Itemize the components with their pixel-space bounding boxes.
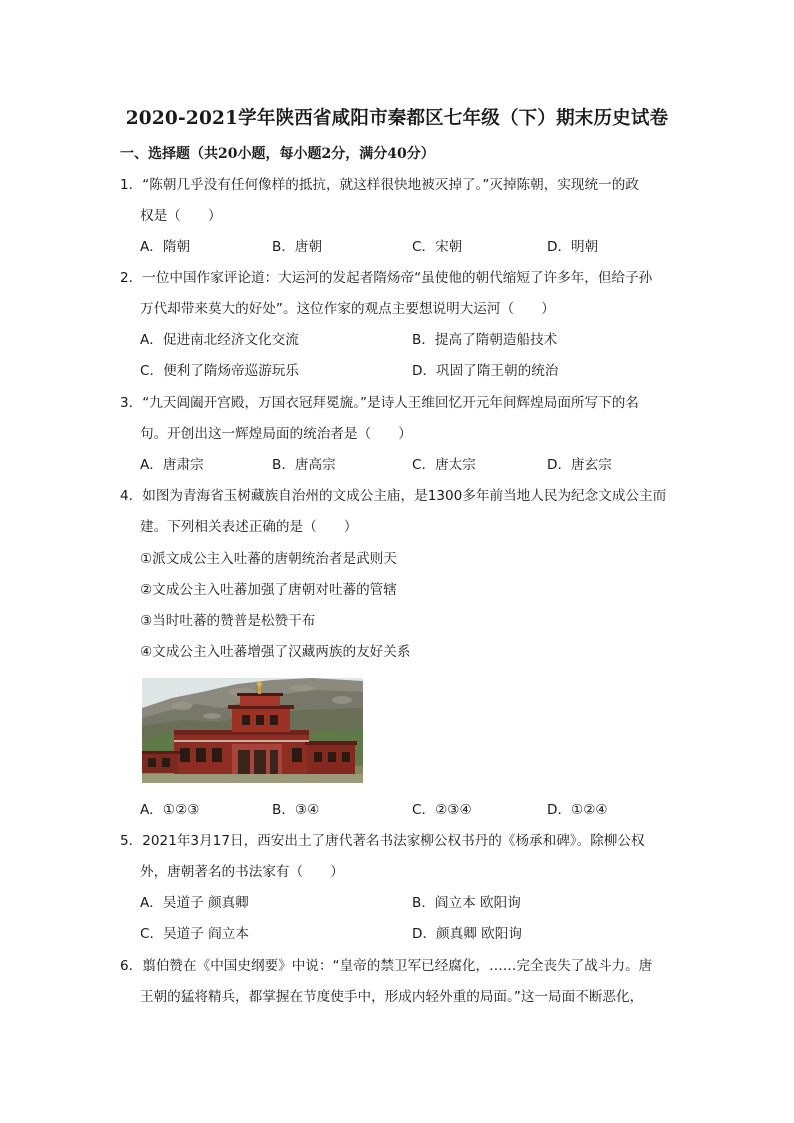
question-3-option-a: A．唐肃宗: [140, 457, 204, 473]
question-4-statement-1: ①派文成公主入吐蕃的唐朝统治者是武则天: [140, 551, 397, 567]
question-4-line-1: 4．如图为青海省玉树藏族自治州的文成公主庙，是1300多年前当地人民为纪念文成公主而: [120, 488, 667, 504]
question-5-line-2: 外，唐朝著名的书法家有（ ）: [140, 864, 344, 880]
question-2-line-2: 万代却带来莫大的好处”。这位作家的观点主要想说明大运河（ ）: [140, 301, 555, 317]
question-1-option-b: B．唐朝: [272, 239, 323, 255]
question-1-line-2: 权是（ ）: [140, 208, 222, 224]
question-4-statement-2: ②文成公主入吐蕃加强了唐朝对吐蕃的管辖: [140, 582, 397, 598]
question-4-option-d: D．①②④: [547, 802, 608, 818]
question-1-line-1: 1．“陈朝几乎没有任何像样的抵抗，就这样很快地被灭掉了。”灭掉陈朝，实现统一的政: [120, 177, 639, 193]
question-2-option-d: D．巩固了隋王朝的统治: [412, 363, 559, 379]
question-5-option-d: D．颜真卿 欧阳询: [412, 926, 522, 942]
question-4-option-b: B．③④: [272, 802, 320, 818]
question-1-option-c: C．宋朝: [412, 239, 463, 255]
question-4-option-a: A．①②③: [140, 802, 200, 818]
question-4-line-2: 建。下列相关表述正确的是（ ）: [140, 519, 358, 535]
exam-title: 2020-2021学年陕西省咸阳市秦都区七年级（下）期末历史试卷: [125, 108, 669, 129]
question-5-option-c: C．吴道子 阎立本: [140, 926, 249, 942]
question-2-option-b: B．提高了隋朝造船技术: [412, 332, 558, 348]
temple-photo: [142, 678, 363, 783]
question-4-statement-3: ③当时吐蕃的赞普是松赞干布: [140, 613, 316, 629]
question-3-option-d: D．唐玄宗: [547, 457, 612, 473]
question-2-line-1: 2．一位中国作家评论道：大运河的发起者隋炀帝“虽使他的朝代缩短了许多年，但给子孙: [120, 270, 653, 286]
question-2-option-c: C．便利了隋炀帝巡游玩乐: [140, 363, 300, 379]
question-3-line-2: 句。开创出这一辉煌局面的统治者是（ ）: [140, 426, 412, 442]
question-1-option-a: A．隋朝: [140, 239, 191, 255]
section-heading: 一、选择题（共20小题，每小题2分，满分40分）: [120, 146, 435, 162]
question-4-option-c: C．②③④: [412, 802, 472, 818]
question-6-line-1: 6．翦伯赞在《中国史纲要》中说：“皇帝的禁卫军已经腐化，……完全丧失了战斗力。唐: [120, 958, 653, 974]
question-5-option-b: B．阎立本 欧阳询: [412, 895, 521, 911]
question-3-line-1: 3．“九天阊阖开宫殿，万国衣冠拜冕旒。”是诗人王维回忆开元年间辉煌局面所写下的名: [120, 395, 639, 411]
question-3-option-b: B．唐高宗: [272, 457, 336, 473]
question-5-option-a: A．吴道子 颜真卿: [140, 895, 249, 911]
question-2-option-a: A．促进南北经济文化交流: [140, 332, 299, 348]
question-4-statement-4: ④文成公主入吐蕃增强了汉藏两族的友好关系: [140, 644, 411, 660]
question-6-line-2: 王朝的猛将精兵，都掌握在节度使手中，形成内轻外重的局面。”这一局面不断恶化，: [140, 989, 644, 1005]
question-1-option-d: D．明朝: [547, 239, 599, 255]
question-3-option-c: C．唐太宗: [412, 457, 476, 473]
question-5-line-1: 5．2021年3月17日，西安出土了唐代著名书法家柳公权书丹的《杨承和碑》。除柳公权: [120, 833, 645, 849]
